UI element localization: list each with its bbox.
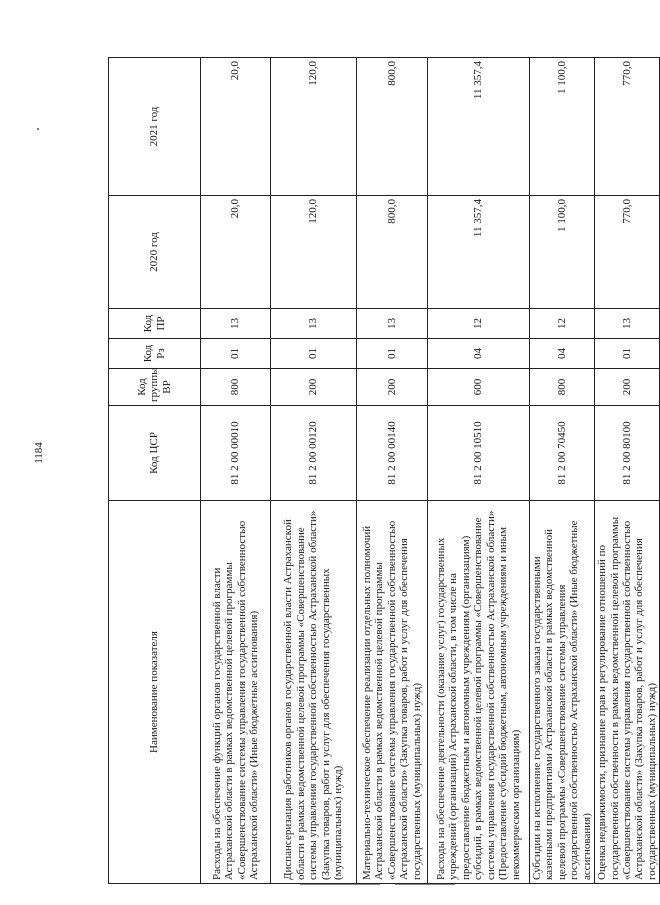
row-rz: 04 [530, 339, 595, 369]
row-vr: 200 [357, 369, 428, 406]
header-rz: Код Рз [109, 339, 201, 369]
table-row [428, 58, 530, 884]
budget-table [108, 57, 660, 884]
table-row [530, 58, 595, 884]
rotated-table-wrapper [108, 58, 658, 884]
row-pr: 13 [201, 309, 271, 339]
row-2020: 11 357,4 [428, 196, 530, 309]
row-pr: 12 [530, 309, 595, 339]
row-2020: 120,0 [271, 196, 357, 309]
header-2021: 2021 год [109, 58, 201, 196]
row-csr: 81 2 00 00120 [271, 406, 357, 501]
row-2021: 800,0 [357, 58, 428, 196]
row-vr: 200 [271, 369, 357, 406]
row-name: Диспансеризация работников органов государственной власти Астраханской области в рамках ведомственной целевой программы «Совершенствование системы управления государственной собственностью Астраханской области» (Закупка товаров, работ и услуг для обеспечения государственных (муниципальных) нужд) [271, 501, 357, 884]
table-row [271, 58, 357, 884]
header-name: Наименование показателя [109, 501, 201, 884]
header-csr: Код ЦСР [109, 406, 201, 501]
table-row [595, 58, 660, 884]
row-2020: 800,0 [357, 196, 428, 309]
scan-artifact [395, 884, 455, 885]
row-csr: 81 2 00 00140 [357, 406, 428, 501]
row-rz: 01 [595, 339, 660, 369]
row-name: Субсидии на исполнение государственного заказа государственными казенными предприятиями Астраханской области в рамках ведомственной целевой программы «Совершенствование системы управления государственной собственностью Астраханской области» (Иные бюджетные ассигнования) [530, 501, 595, 884]
row-rz: 01 [271, 339, 357, 369]
row-2021: 770,0 [595, 58, 660, 196]
page-number: 1184 [33, 442, 45, 464]
row-rz: 01 [201, 339, 271, 369]
row-csr: 81 2 00 80100 [595, 406, 660, 501]
row-name: Расходы на обеспечение деятельности (оказание услуг) государственных учреждений (организаций) Астраханской области, в том числе на предоставление бюджетным и автономным учреждениям (организациям) субсидий, в рамках ведомственной целевой программы «Совершенствование системы управления государственной собственностью Астраханской области» (Предоставление субсидий бюджетным, автономным учреждениям и иным некоммерческим организациям) [428, 501, 530, 884]
header-vr: Код группы ВР [109, 369, 201, 406]
row-pr: 13 [595, 309, 660, 339]
row-pr: 12 [428, 309, 530, 339]
row-pr: 13 [271, 309, 357, 339]
row-name: Расходы на обеспечение функций органов государственной власти Астраханской области в рамках ведомственной целевой программы «Совершенствование системы управления государственной собственностью Астраханской области» (Иные бюджетные ассигнования) [201, 501, 271, 884]
row-vr: 200 [595, 369, 660, 406]
row-vr: 600 [428, 369, 530, 406]
header-2020: 2020 год [109, 196, 201, 309]
scan-artifact [300, 884, 380, 885]
row-name: Оценка недвижимости, признание прав и регулирование отношений по государственной собственности в рамках ведомственной целевой программы «Совершенствование системы управления государственной собственностью Астраханской области» (Закупка товаров, работ и услуг для обеспечения государственных (муниципальных) нужд) [595, 501, 660, 884]
row-2021: 1 100,0 [530, 58, 595, 196]
row-2021: 11 357,4 [428, 58, 530, 196]
header-row [109, 58, 201, 884]
row-csr: 81 2 00 00010 [201, 406, 271, 501]
table-row [201, 58, 271, 884]
row-vr: 800 [201, 369, 271, 406]
row-rz: 04 [428, 339, 530, 369]
row-2021: 20,0 [201, 58, 271, 196]
row-2021: 120,0 [271, 58, 357, 196]
row-name: Материально-техническое обеспечение реализации отдельных полномочий Астраханской области в рамках ведомственной целевой программы «Совершенствование системы управления государственной собственностью Астраханской области» (Закупка товаров, работ и услуг для обеспечения государственных (муниципальных) нужд) [357, 501, 428, 884]
table-row [357, 58, 428, 884]
row-csr: 81 2 00 70450 [530, 406, 595, 501]
header-pr: Код ПР [109, 309, 201, 339]
scan-speck [37, 128, 39, 130]
row-2020: 20,0 [201, 196, 271, 309]
row-2020: 1 100,0 [530, 196, 595, 309]
row-2020: 770,0 [595, 196, 660, 309]
row-csr: 81 2 00 10510 [428, 406, 530, 501]
row-vr: 800 [530, 369, 595, 406]
row-pr: 13 [357, 309, 428, 339]
row-rz: 01 [357, 339, 428, 369]
